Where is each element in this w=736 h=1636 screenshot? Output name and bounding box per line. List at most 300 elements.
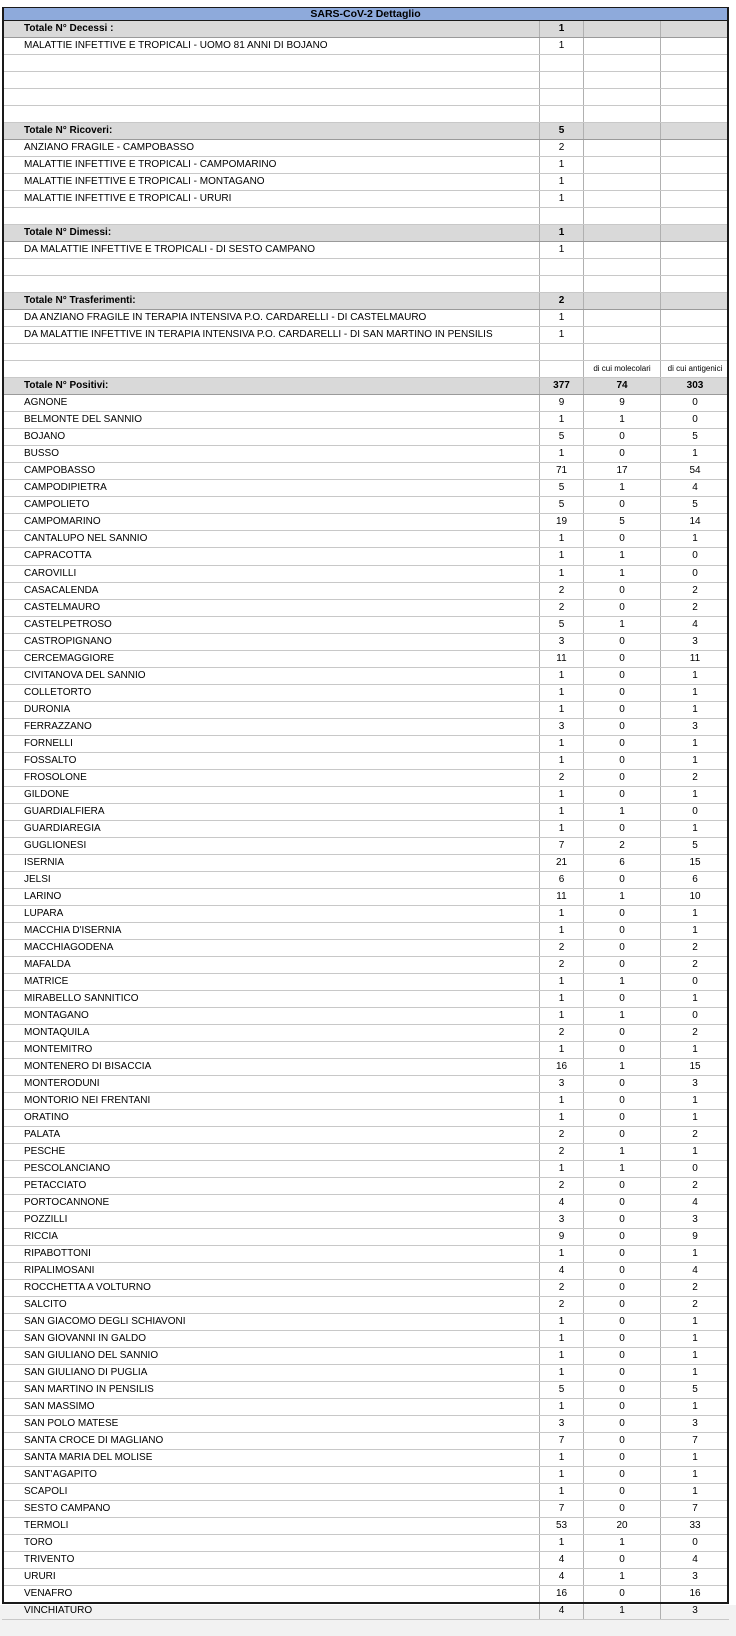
row-label: POZZILLI	[2, 1212, 540, 1228]
row-antigenic: 2	[692, 771, 698, 783]
row-antigenic: 0	[692, 1009, 698, 1021]
row-molecular: 20	[584, 1518, 661, 1534]
row-label: MONTAGANO	[2, 1008, 540, 1024]
row-label: ISERNIA	[2, 855, 540, 871]
row-molecular: 0	[584, 1484, 661, 1500]
row-total: 1	[540, 1110, 584, 1126]
row-total: 1	[540, 1484, 584, 1500]
row-molecular: 0	[584, 429, 661, 445]
row-molecular: 0	[584, 923, 661, 939]
row-antigenic: 3	[692, 720, 698, 732]
row-molecular: 0	[584, 1365, 661, 1381]
row-total: 1	[540, 974, 584, 990]
row-total: 2	[540, 1178, 584, 1194]
row-label: MACCHIAGODENA	[2, 940, 540, 956]
row-molecular: 1	[584, 1161, 661, 1177]
row-molecular: 1	[584, 548, 661, 564]
row-total: 19	[540, 514, 584, 530]
row-total: 2	[540, 583, 584, 599]
row-total: 2	[540, 293, 584, 309]
row-label: MALATTIE INFETTIVE E TROPICALI - URURI	[2, 191, 540, 207]
row-total: 2	[540, 1127, 584, 1143]
table-frame	[2, 7, 729, 1604]
row-antigenic: 4	[692, 482, 698, 494]
row-molecular: 0	[584, 1127, 661, 1143]
row-molecular: 0	[584, 446, 661, 462]
row-antigenic: 1	[692, 1248, 698, 1260]
row-molecular: 0	[584, 1280, 661, 1296]
row-label: SCAPOLI	[2, 1484, 540, 1500]
row-antigenic: 0	[692, 567, 698, 579]
row-label: MAFALDA	[2, 957, 540, 973]
row-antigenic: 1	[692, 924, 698, 936]
row-label: CAMPOLIETO	[2, 497, 540, 513]
row-total: 2	[540, 1144, 584, 1160]
row-label: Totale N° Dimessi:	[2, 225, 540, 241]
row-antigenic: 1	[692, 686, 698, 698]
row-molecular: 0	[584, 1093, 661, 1109]
row-label: MONTEMITRO	[2, 1042, 540, 1058]
row-antigenic: 3	[692, 635, 698, 647]
row-label: SESTO CAMPANO	[2, 1501, 540, 1517]
row-antigenic: 3	[692, 1571, 698, 1583]
row-label: AGNONE	[2, 395, 540, 411]
row-label: DA MALATTIE INFETTIVE IN TERAPIA INTENSIVA P.O. CARDARELLI - DI SAN MARTINO IN PENSILIS	[2, 327, 540, 343]
row-molecular: 0	[584, 1399, 661, 1415]
row-molecular: 0	[584, 685, 661, 701]
row-total: 1	[540, 1467, 584, 1483]
row-total: 1	[540, 225, 584, 241]
row-molecular: 1	[584, 1059, 661, 1075]
row-total: 1	[540, 1450, 584, 1466]
row-total: 1	[540, 685, 584, 701]
row-total: 1	[540, 174, 584, 190]
row-molecular: 74	[584, 378, 661, 394]
row-label: MALATTIE INFETTIVE E TROPICALI - UOMO 81 ANNI DI BOJANO	[2, 38, 540, 54]
row-molecular: 0	[584, 1467, 661, 1483]
row-molecular: 0	[584, 651, 661, 667]
row-antigenic: 1	[692, 1367, 698, 1379]
row-antigenic: 1	[692, 822, 698, 834]
row-molecular: 0	[584, 940, 661, 956]
row-label: CIVITANOVA DEL SANNIO	[2, 668, 540, 684]
row-label: MALATTIE INFETTIVE E TROPICALI - MONTAGANO	[2, 174, 540, 190]
row-total: 1	[540, 1246, 584, 1262]
row-molecular: 1	[584, 1008, 661, 1024]
row-label: FORNELLI	[2, 736, 540, 752]
row-label: TERMOLI	[2, 1518, 540, 1534]
row-antigenic: 2	[692, 1180, 698, 1192]
row-total: 3	[540, 719, 584, 735]
row-molecular: 1	[584, 480, 661, 496]
row-molecular: 1	[584, 1535, 661, 1551]
row-total: 3	[540, 1212, 584, 1228]
row-antigenic: 1	[692, 737, 698, 749]
row-total: 1	[540, 736, 584, 752]
row-label: SANT'AGAPITO	[2, 1467, 540, 1483]
row-total: 1	[540, 191, 584, 207]
row-total: 11	[540, 651, 584, 667]
row-antigenic: 2	[692, 941, 698, 953]
row-antigenic: 1	[692, 533, 698, 545]
row-molecular: 0	[584, 668, 661, 684]
row-total: 1	[540, 923, 584, 939]
row-total: 4	[540, 1263, 584, 1279]
row-label: MONTENERO DI BISACCIA	[2, 1059, 540, 1075]
row-total: 1	[540, 157, 584, 173]
row-antigenic: 0	[692, 414, 698, 426]
row-total: 1	[540, 1008, 584, 1024]
row-antigenic: 33	[689, 1520, 701, 1532]
row-label: SAN GIACOMO DEGLI SCHIAVONI	[2, 1314, 540, 1330]
row-label: PESCHE	[2, 1144, 540, 1160]
row-total: 3	[540, 1416, 584, 1432]
row-antigenic: 5	[692, 1384, 698, 1396]
row-total: 11	[540, 889, 584, 905]
row-molecular: 0	[584, 719, 661, 735]
row-label: CAMPOMARINO	[2, 514, 540, 530]
row-total: 2	[540, 1025, 584, 1041]
row-molecular: 0	[584, 787, 661, 803]
row-molecular: 0	[584, 497, 661, 513]
table-title: SARS-CoV-2 Dettaglio	[2, 7, 729, 21]
row-label: Totale N° Positivi:	[2, 378, 540, 394]
row-antigenic: 1	[692, 788, 698, 800]
row-molecular: 1	[584, 1603, 661, 1619]
row-label: BELMONTE DEL SANNIO	[2, 412, 540, 428]
row-antigenic: 1	[692, 754, 698, 766]
row-label: Totale N° Decessi :	[2, 21, 540, 37]
row-label: MONTAQUILA	[2, 1025, 540, 1041]
row-total: 2	[540, 600, 584, 616]
row-label: SAN POLO MATESE	[2, 1416, 540, 1432]
row-molecular: 0	[584, 1178, 661, 1194]
row-label: SAN GIOVANNI IN GALDO	[2, 1331, 540, 1347]
row-total: 16	[540, 1059, 584, 1075]
row-label: VENAFRO	[2, 1586, 540, 1602]
row-antigenic: 3	[692, 1214, 698, 1226]
row-total: 5	[540, 480, 584, 496]
row-molecular: 1	[584, 1144, 661, 1160]
row-total: 377	[540, 378, 584, 394]
row-total: 1	[540, 327, 584, 343]
row-total: 4	[540, 1195, 584, 1211]
row-molecular: 0	[584, 1212, 661, 1228]
row-antigenic: 4	[692, 1554, 698, 1566]
row-label: GUARDIALFIERA	[2, 804, 540, 820]
row-antigenic: 1	[692, 669, 698, 681]
row-label: MIRABELLO SANNITICO	[2, 991, 540, 1007]
row-antigenic: 9	[692, 1231, 698, 1243]
row-molecular: 0	[584, 1076, 661, 1092]
row-label: MATRICE	[2, 974, 540, 990]
row-antigenic: 1	[692, 1469, 698, 1481]
row-total: 71	[540, 463, 584, 479]
row-label: VINCHIATURO	[2, 1603, 540, 1619]
row-antigenic: 7	[692, 1503, 698, 1515]
row-antigenic: 10	[689, 890, 701, 902]
row-label: CAROVILLI	[2, 566, 540, 582]
row-total: 16	[540, 1586, 584, 1602]
row-label: CASTROPIGNANO	[2, 634, 540, 650]
row-total: 1	[540, 1348, 584, 1364]
row-label: TORO	[2, 1535, 540, 1551]
row-molecular: 2	[584, 838, 661, 854]
row-antigenic: 1	[692, 1043, 698, 1055]
row-antigenic: 2	[692, 1282, 698, 1294]
row-molecular: 0	[584, 1110, 661, 1126]
row-label: FROSOLONE	[2, 770, 540, 786]
row-label: CAMPOBASSO	[2, 463, 540, 479]
row-molecular: 6	[584, 855, 661, 871]
row-total: 1	[540, 531, 584, 547]
row-antigenic: 0	[692, 397, 698, 409]
row-molecular: 0	[584, 1433, 661, 1449]
row-antigenic: 303	[686, 380, 704, 392]
row-label: Totale N° Trasferimenti:	[2, 293, 540, 309]
row-antigenic: 14	[689, 516, 701, 528]
row-label: RIPABOTTONI	[2, 1246, 540, 1262]
row-total: 3	[540, 634, 584, 650]
row-total: 7	[540, 1433, 584, 1449]
row-total: 1	[540, 38, 584, 54]
row-label: FERRAZZANO	[2, 719, 540, 735]
row-label: SAN GIULIANO DEL SANNIO	[2, 1348, 540, 1364]
row-molecular: 0	[584, 1042, 661, 1058]
row-total: 5	[540, 123, 584, 139]
row-antigenic: 5	[692, 499, 698, 511]
row-total: 4	[540, 1569, 584, 1585]
row-total: 1	[540, 412, 584, 428]
row-molecular: 1	[584, 1569, 661, 1585]
row-total: 1	[540, 1535, 584, 1551]
row-antigenic: 2	[692, 1129, 698, 1141]
row-total: 1	[540, 1161, 584, 1177]
row-total: 2	[540, 957, 584, 973]
row-antigenic: 2	[692, 1026, 698, 1038]
row-total: 1	[540, 1314, 584, 1330]
row-total: 1	[540, 566, 584, 582]
row-total: 4	[540, 1603, 584, 1619]
row-label: FOSSALTO	[2, 753, 540, 769]
row-total: 5	[540, 1382, 584, 1398]
row-molecular: 0	[584, 1331, 661, 1347]
row-label: MONTORIO NEI FRENTANI	[2, 1093, 540, 1109]
row-antigenic: 3	[692, 1605, 698, 1617]
row-total: 1	[540, 821, 584, 837]
row-antigenic: 54	[689, 465, 701, 477]
row-molecular: 0	[584, 1229, 661, 1245]
row-antigenic: 15	[689, 856, 701, 868]
row-molecular: 0	[584, 821, 661, 837]
row-molecular: 0	[584, 1416, 661, 1432]
row-label: PETACCIATO	[2, 1178, 540, 1194]
row-antigenic: 0	[692, 1163, 698, 1175]
row-total: 7	[540, 1501, 584, 1517]
row-total: 1	[540, 1365, 584, 1381]
row-molecular: 0	[584, 600, 661, 616]
row-total: 2	[540, 1297, 584, 1313]
row-label: Totale N° Ricoveri:	[2, 123, 540, 139]
row-molecular: 0	[584, 1297, 661, 1313]
row-total: 5	[540, 497, 584, 513]
row-molecular: 0	[584, 1586, 661, 1602]
row-molecular: 0	[584, 906, 661, 922]
row-antigenic: 2	[692, 601, 698, 613]
row-label: DA ANZIANO FRAGILE IN TERAPIA INTENSIVA P.O. CARDARELLI - DI CASTELMAURO	[2, 310, 540, 326]
row-antigenic: 3	[692, 1418, 698, 1430]
row-label: CAPRACOTTA	[2, 548, 540, 564]
row-total: 9	[540, 1229, 584, 1245]
row-antigenic: 6	[692, 873, 698, 885]
row-label: SAN GIULIANO DI PUGLIA	[2, 1365, 540, 1381]
row-antigenic: 5	[692, 839, 698, 851]
row-label: RICCIA	[2, 1229, 540, 1245]
row-total: 21	[540, 855, 584, 871]
row-antigenic: 1	[692, 1350, 698, 1362]
row-label: SAN MASSIMO	[2, 1399, 540, 1415]
row-label: LUPARA	[2, 906, 540, 922]
row-antigenic: 16	[689, 1588, 701, 1600]
row-label: TRIVENTO	[2, 1552, 540, 1568]
row-molecular: 1	[584, 889, 661, 905]
row-label: PALATA	[2, 1127, 540, 1143]
row-total: 53	[540, 1518, 584, 1534]
row-label: CASTELMAURO	[2, 600, 540, 616]
row-total: 5	[540, 429, 584, 445]
row-molecular: 0	[584, 531, 661, 547]
row-label: GUGLIONESI	[2, 838, 540, 854]
row-antigenic: 1	[692, 1094, 698, 1106]
row-label: CERCEMAGGIORE	[2, 651, 540, 667]
row-label: MACCHIA D'ISERNIA	[2, 923, 540, 939]
row-label: BUSSO	[2, 446, 540, 462]
row-label: CASACALENDA	[2, 583, 540, 599]
row-antigenic: di cui antigenici	[667, 364, 723, 374]
row-antigenic: 1	[692, 1146, 698, 1158]
row-antigenic: 4	[692, 618, 698, 630]
row-molecular: 1	[584, 804, 661, 820]
row-molecular: 0	[584, 1263, 661, 1279]
row-antigenic: 4	[692, 1265, 698, 1277]
row-label: URURI	[2, 1569, 540, 1585]
row-total: 1	[540, 787, 584, 803]
row-antigenic: 3	[692, 1077, 698, 1089]
row-total: 2	[540, 770, 584, 786]
row-label: MALATTIE INFETTIVE E TROPICALI - CAMPOMARINO	[2, 157, 540, 173]
row-label: SALCITO	[2, 1297, 540, 1313]
row-total: 4	[540, 1552, 584, 1568]
row-molecular: 0	[584, 702, 661, 718]
row-label: PESCOLANCIANO	[2, 1161, 540, 1177]
row-label: CAMPODIPIETRA	[2, 480, 540, 496]
table-row	[2, 1603, 729, 1620]
row-molecular: 0	[584, 957, 661, 973]
row-label: BOJANO	[2, 429, 540, 445]
row-molecular: 0	[584, 736, 661, 752]
row-label: CASTELPETROSO	[2, 617, 540, 633]
row-label: PORTOCANNONE	[2, 1195, 540, 1211]
row-antigenic: 1	[692, 1452, 698, 1464]
row-label: CANTALUPO NEL SANNIO	[2, 531, 540, 547]
row-antigenic: 1	[692, 1112, 698, 1123]
row-molecular: 0	[584, 1246, 661, 1262]
row-molecular: 17	[584, 463, 661, 479]
row-total: 2	[540, 1280, 584, 1296]
row-total: 1	[540, 753, 584, 769]
row-molecular: 0	[584, 583, 661, 599]
row-molecular: 1	[584, 974, 661, 990]
row-molecular: 0	[584, 1450, 661, 1466]
row-label: DA MALATTIE INFETTIVE E TROPICALI - DI SESTO CAMPANO	[2, 242, 540, 258]
row-total: 1	[540, 702, 584, 718]
row-total: 1	[540, 21, 584, 37]
row-total: 1	[540, 1042, 584, 1058]
row-antigenic: 1	[692, 1486, 698, 1498]
row-total: 9	[540, 395, 584, 411]
row-total: 1	[540, 1331, 584, 1347]
row-label: LARINO	[2, 889, 540, 905]
row-antigenic: 1	[692, 1316, 698, 1328]
row-molecular: 0	[584, 770, 661, 786]
row-label: SANTA CROCE DI MAGLIANO	[2, 1433, 540, 1449]
row-molecular: 9	[584, 395, 661, 411]
row-molecular: 0	[584, 1552, 661, 1568]
row-label: RIPALIMOSANI	[2, 1263, 540, 1279]
row-total: 1	[540, 804, 584, 820]
row-total: 1	[540, 906, 584, 922]
row-total: 6	[540, 872, 584, 888]
row-label: GILDONE	[2, 787, 540, 803]
row-antigenic: 1	[692, 448, 698, 460]
row-molecular: 0	[584, 1348, 661, 1364]
row-antigenic: 11	[689, 652, 701, 664]
row-total: 2	[540, 940, 584, 956]
row-label: DURONIA	[2, 702, 540, 718]
row-total: 1	[540, 242, 584, 258]
row-molecular: 0	[584, 753, 661, 769]
row-molecular: 0	[584, 1501, 661, 1517]
row-molecular: 1	[584, 412, 661, 428]
row-molecular: di cui molecolari	[584, 361, 661, 377]
row-label: MONTERODUNI	[2, 1076, 540, 1092]
row-molecular: 5	[584, 514, 661, 530]
row-total: 2	[540, 140, 584, 156]
row-molecular: 1	[584, 566, 661, 582]
row-molecular: 0	[584, 1382, 661, 1398]
row-molecular: 0	[584, 1314, 661, 1330]
row-molecular: 0	[584, 634, 661, 650]
row-total: 3	[540, 1076, 584, 1092]
row-label: SAN MARTINO IN PENSILIS	[2, 1382, 540, 1398]
row-label: COLLETORTO	[2, 685, 540, 701]
row-total: 1	[540, 548, 584, 564]
row-antigenic: 0	[692, 975, 698, 987]
row-antigenic: 2	[692, 584, 698, 596]
row-antigenic: 0	[692, 550, 698, 562]
row-label: ROCCHETTA A VOLTURNO	[2, 1280, 540, 1296]
row-total: 5	[540, 617, 584, 633]
row-antigenic: 1	[692, 1333, 698, 1345]
row-total: 1	[540, 1399, 584, 1415]
row-total: 7	[540, 838, 584, 854]
row-total: 1	[540, 991, 584, 1007]
row-molecular: 1	[584, 617, 661, 633]
row-label: SANTA MARIA DEL MOLISE	[2, 1450, 540, 1466]
row-label: GUARDIAREGIA	[2, 821, 540, 837]
row-label: JELSI	[2, 872, 540, 888]
row-molecular: 0	[584, 1195, 661, 1211]
